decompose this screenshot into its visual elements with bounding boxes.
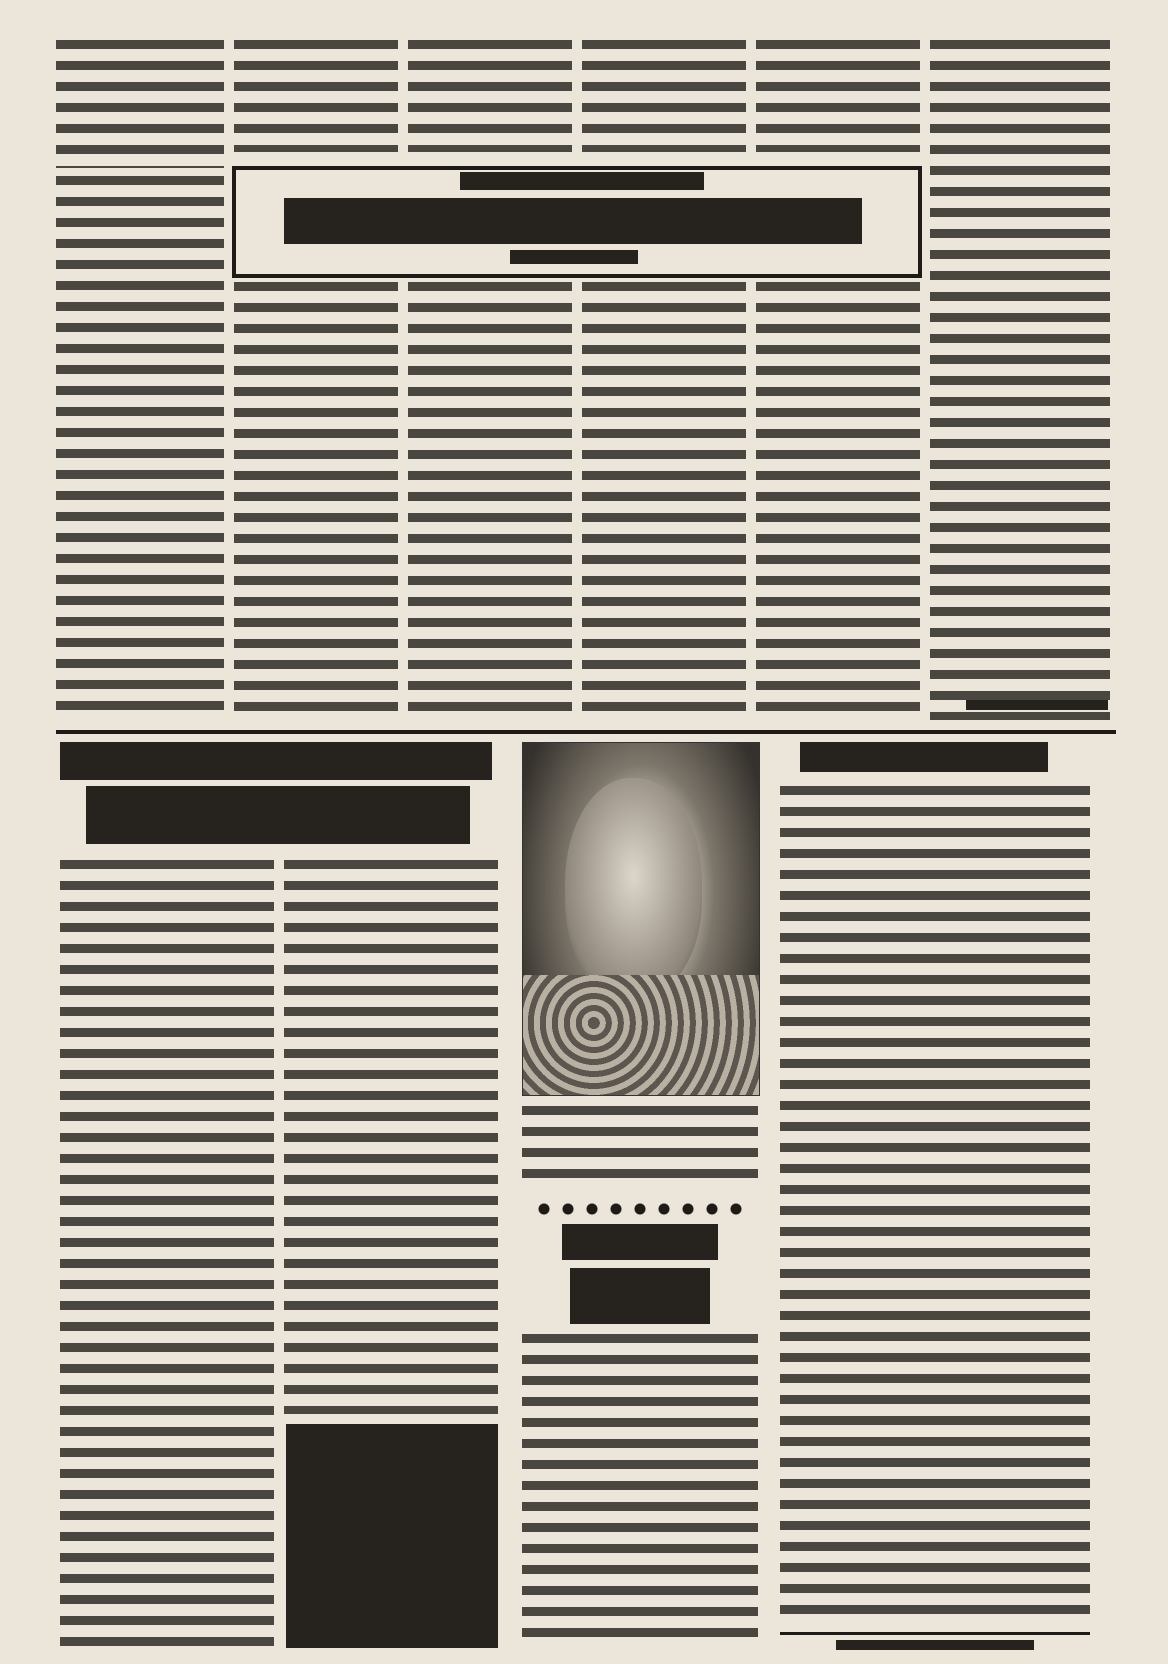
portrait-face [565,778,702,996]
article-column-1 [234,282,398,720]
top-column-6 [930,40,1110,720]
top-column-2 [234,40,398,152]
article-column-4 [756,282,920,720]
portrait-photo [522,742,760,1096]
section-divider [56,730,1116,734]
dot-divider [532,1200,748,1218]
headline-2-subhead [86,786,470,844]
top-column-1 [56,40,224,168]
article-2-column-1 [60,860,274,1648]
headline-3 [570,1268,710,1324]
top-column-1-lower [56,176,224,720]
headline-2 [60,742,492,780]
headline [284,198,862,244]
article-2-column-2 [284,860,498,1414]
photo-caption [522,1106,758,1190]
article-column-2 [408,282,572,720]
article-column-3 [582,282,746,720]
byline [966,700,1108,710]
article-3-column [522,1334,758,1648]
top-column-5 [756,40,920,152]
article-4-column [780,786,1090,1622]
headline-4 [800,742,1048,772]
top-column-3 [408,40,572,152]
portrait-dress [523,975,759,1095]
page-footer [836,1640,1034,1650]
headline-subhead [510,250,638,264]
headline-kicker [460,172,704,190]
footer-rule [780,1632,1090,1635]
top-column-4 [582,40,746,152]
signatories [286,1424,498,1648]
headline-3-kicker [562,1224,718,1260]
